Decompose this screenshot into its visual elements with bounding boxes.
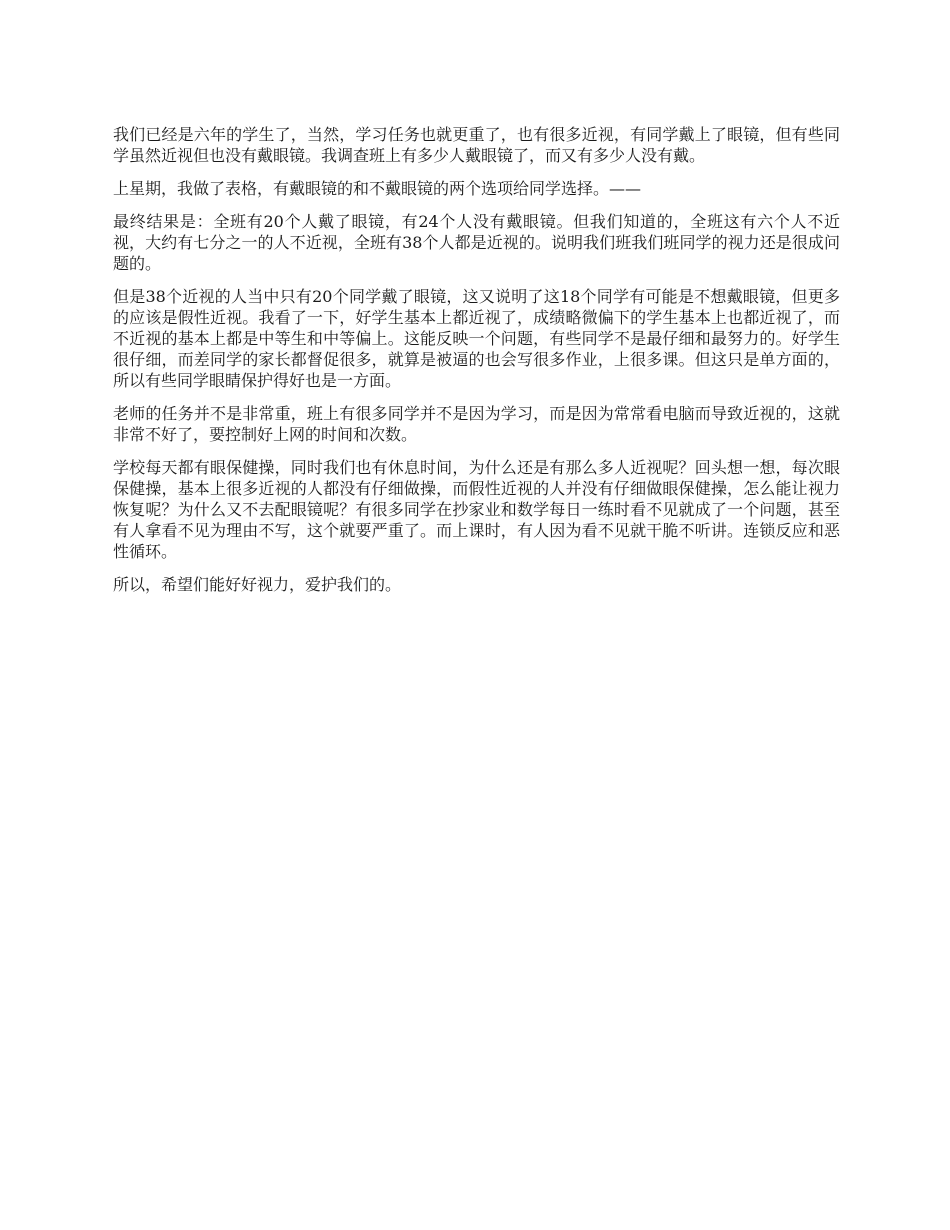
paragraph-analysis: 但是38个近视的人当中只有20个同学戴了眼镜，这又说明了这18个同学有可能是不想戴眼镜，但更多的应该是假性近视。我看了一下，好学生基本上都近视了，成绩略微偏下的学生基本上也都近视了，而不近视的基本上都是中等生和中等偏上。这能反映一个问题，有些同学不是最仔细和最努力的。好学生很仔细，而差同学的家长都督促很多，就算是被逼的也会写很多作业，上很多课。但这只是单方面的，所以有些同学眼睛保护得好也是一方面。 (113, 287, 840, 390)
paragraph-intro: 我们已经是六年的学生了，当然，学习任务也就更重了，也有很多近视，有同学戴上了眼镜，但有些同学虽然近视但也没有戴眼镜。我调查班上有多少人戴眼镜了，而又有多少人没有戴。 (113, 125, 840, 165)
paragraph-computer-use: 老师的任务并不是非常重，班上有很多同学并不是因为学习，而是因为常常看电脑而导致近视的，这就非常不好了，要控制好上网的时间和次数。 (113, 404, 840, 444)
document-body (113, 124, 840, 607)
paragraph-survey: 上星期，我做了表格，有戴眼镜的和不戴眼镜的两个选项给同学选择。—— (113, 179, 642, 198)
paragraph-results: 最终结果是：全班有20个人戴了眼镜，有24个人没有戴眼镜。但我们知道的，全班这有六个人不近视，大约有七分之一的人不近视，全班有38个人都是近视的。说明我们班我们班同学的视力还是很成问题的。 (113, 212, 840, 273)
paragraph-eye-exercises: 学校每天都有眼保健操，同时我们也有休息时间，为什么还是有那么多人近视呢？回头想一想，每次眼保健操，基本上很多近视的人都没有仔细做操，而假性近视的人并没有仔细做眼保健操，怎么能让视力恢复呢？为什么又不去配眼镜呢？有很多同学在抄家业和数学每日一练时看不见就成了一个问题，甚至有人拿看不见为理由不写，这个就要严重了。而上课时，有人因为看不见就干脆不听讲。连锁反应和恶性循环。 (113, 458, 840, 561)
paragraph-conclusion: 所以，希望们能好好视力，爱护我们的。 (113, 575, 402, 594)
